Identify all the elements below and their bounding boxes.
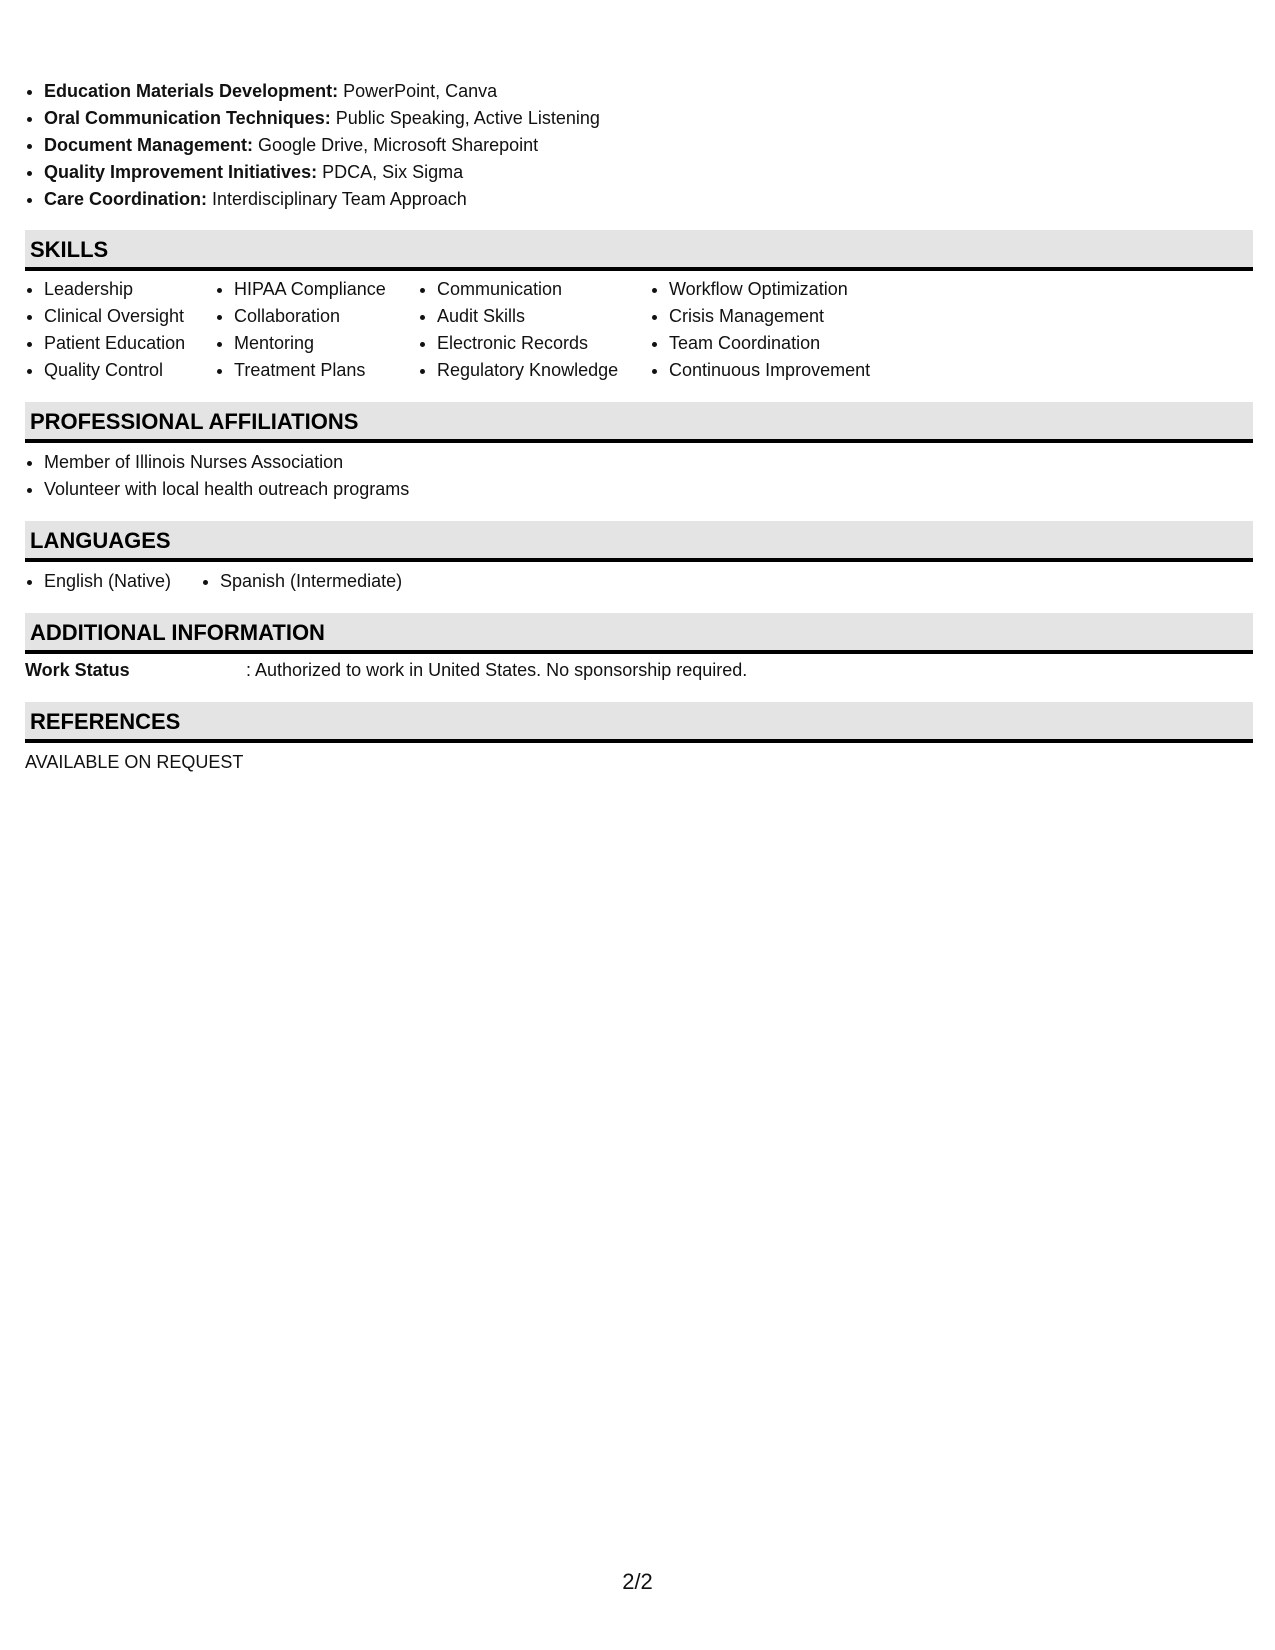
skills-column	[650, 276, 950, 384]
language-item: • English (Native)	[44, 568, 201, 595]
languages-row	[25, 562, 1253, 595]
tool-value: PDCA, Six Sigma	[317, 162, 464, 182]
resume-page	[25, 78, 1253, 776]
tool-value: Google Drive, Microsoft Sharepoint	[253, 135, 539, 155]
skill-item: • Audit Skills	[437, 303, 650, 330]
skill-item: • Regulatory Knowledge	[437, 357, 650, 384]
tool-value: Interdisciplinary Team Approach	[207, 189, 467, 209]
work-status-value: : Authorized to work in United States. No sponsorship required.	[246, 660, 748, 680]
skill-item: • Continuous Improvement	[669, 357, 950, 384]
list-item	[44, 78, 1253, 105]
skill-item: • Workflow Optimization	[669, 276, 950, 303]
skill-item: • Collaboration	[234, 303, 418, 330]
tool-label: Oral Communication Techniques:	[44, 108, 331, 128]
tool-label: Care Coordination:	[44, 189, 208, 209]
tool-label: Education Materials Development:	[44, 81, 339, 101]
languages-section-header: LANGUAGES	[25, 521, 1253, 562]
work-status-label: Work Status	[25, 660, 130, 680]
page-number: 2/2	[622, 1569, 653, 1594]
tools-list	[25, 78, 1253, 213]
languages-list	[25, 568, 201, 595]
skill-item: • Electronic Records	[437, 330, 650, 357]
list-item: • Member of Illinois Nurses Association	[44, 449, 1253, 476]
skill-item: • Clinical Oversight	[44, 303, 215, 330]
languages-list	[201, 568, 402, 595]
skills-column	[418, 276, 650, 384]
additional-info-section-header: ADDITIONAL INFORMATION	[25, 613, 1253, 654]
skill-item: • Quality Control	[44, 357, 215, 384]
skill-item: • HIPAA Compliance	[234, 276, 418, 303]
skills-grid	[25, 271, 1253, 384]
skill-item: • Treatment Plans	[234, 357, 418, 384]
tool-label: Document Management:	[44, 135, 254, 155]
list-item	[44, 159, 1253, 186]
work-status-row	[25, 654, 1253, 684]
affiliations-list	[25, 443, 1253, 503]
skill-item: • Team Coordination	[669, 330, 950, 357]
list-item: • Volunteer with local health outreach programs	[44, 476, 1253, 503]
tool-label: Quality Improvement Initiatives:	[44, 162, 318, 182]
tool-value: PowerPoint, Canva	[338, 81, 498, 101]
list-item	[44, 105, 1253, 132]
references-section-header: REFERENCES	[25, 702, 1253, 743]
list-item	[44, 186, 1253, 213]
skill-item: • Crisis Management	[669, 303, 950, 330]
skill-item: • Communication	[437, 276, 650, 303]
language-item: • Spanish (Intermediate)	[220, 568, 402, 595]
skills-column	[215, 276, 418, 384]
skills-column	[25, 276, 215, 384]
affiliations-section-header: PROFESSIONAL AFFILIATIONS	[25, 402, 1253, 443]
skills-section-header: SKILLS	[25, 230, 1253, 271]
skill-item: • Patient Education	[44, 330, 215, 357]
skill-item: • Mentoring	[234, 330, 418, 357]
list-item	[44, 132, 1253, 159]
references-text: AVAILABLE ON REQUEST	[25, 752, 244, 772]
tool-value: Public Speaking, Active Listening	[330, 108, 600, 128]
skill-item: • Leadership	[44, 276, 215, 303]
